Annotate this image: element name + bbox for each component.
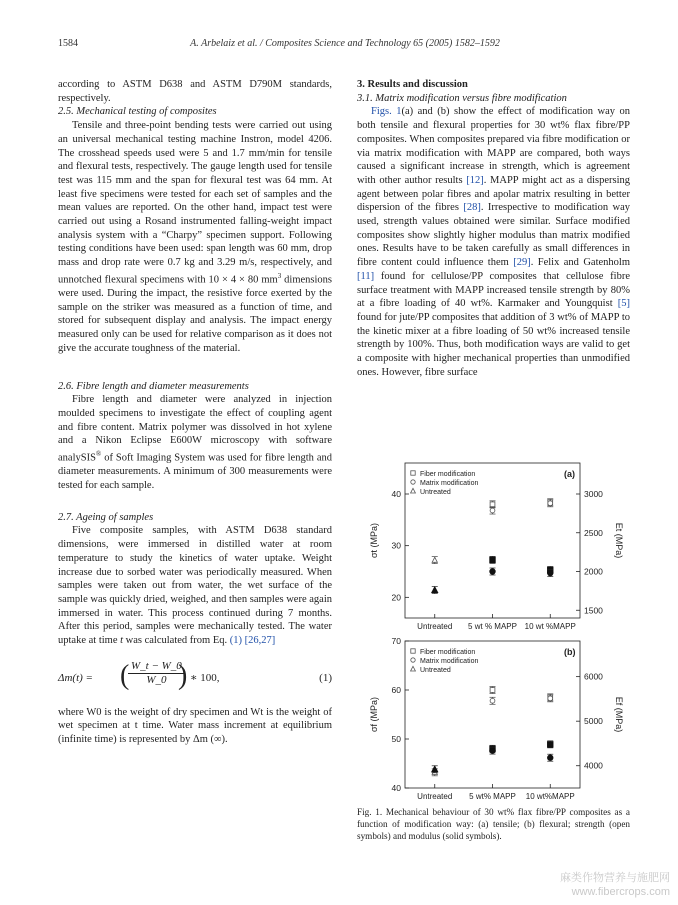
- refs-26-27-link[interactable]: [26,27]: [244, 635, 276, 647]
- right-column: [357, 78, 630, 379]
- p1-text-f: found for jute/PP composites that addition of 3 wt% of MAPP to the kinetic mixer at a fibre loading of 50 wt% increased tensile strength by 100%. Thus, both modification ways are valid to get a composite with higher mechanical properties than unmodified ones. However, fibre surface: [357, 311, 630, 378]
- watermark-line-1: 麻类作物营养与施肥网: [560, 872, 670, 884]
- legend-marker: [411, 471, 415, 475]
- modulus-point: [547, 742, 553, 748]
- modulus-point: [547, 755, 553, 761]
- left-column: [58, 78, 332, 747]
- s27-text-b: was calculated from Eq.: [123, 635, 230, 647]
- eq-number: (1): [319, 671, 332, 684]
- eq-rhs: ∗ 100,: [190, 671, 220, 684]
- y-axis-label-left: σf (MPa): [369, 696, 379, 733]
- s25-superscript: 3: [277, 271, 282, 280]
- x-tick-label: 10 wt%MAPP: [525, 792, 575, 800]
- section-2-5-paragraph: [58, 119, 332, 355]
- legend-marker: [411, 488, 416, 493]
- legend-entry: Matrix modification: [420, 480, 479, 487]
- section-3-1-paragraph: [357, 105, 630, 379]
- strength-point: [548, 501, 553, 506]
- watermark-line-2: www.fibercrops.com: [571, 886, 670, 898]
- intro-paragraph: according to ASTM D638 and ASTM D790M standards, respectively.: [58, 79, 332, 104]
- ref-11-link[interactable]: [11]: [357, 270, 375, 282]
- section-2-6-paragraph: [58, 393, 332, 492]
- section-3-1-heading: 3.1. Matrix modification versus fibre modification: [357, 92, 567, 104]
- running-title: A. Arbelaiz et al. / Composites Science and Technology 65 (2005) 1582–1592: [190, 38, 500, 49]
- left-tick-label: 40: [391, 783, 401, 793]
- legend-entry: Untreated: [420, 667, 451, 674]
- eq-fraction: [128, 660, 185, 688]
- right-tick-label: 2500: [584, 527, 603, 538]
- x-tick-label: 5 wt % MAPP: [468, 622, 517, 631]
- right-tick-label: 1500: [584, 605, 603, 616]
- y-axis-label-right: Et (MPa): [614, 522, 624, 559]
- legend-entry: Fiber modification: [420, 471, 476, 478]
- p1-text-b: . MAPP might act as a dispersing agent between polar fibres and apolar matrix resulting in better dispersion of the fibres: [357, 174, 630, 214]
- modulus-point: [490, 569, 496, 575]
- ref-5-link[interactable]: [5]: [617, 298, 630, 310]
- section-2-7-heading: 2.7. Ageing of samples: [58, 511, 154, 523]
- p1-text-c: . Irrespective to modification way used, strength values obtained were similar. Surface modified composites show slightly higher modulus than matrix modified ones. Results have to be taken carefully as small differences in fibre content could influence them: [357, 202, 630, 269]
- y-axis-label-right: Ef (MPa): [614, 696, 624, 733]
- left-tick-label: 70: [391, 636, 401, 646]
- equation-1: [58, 658, 332, 698]
- ref-29-link[interactable]: [29]: [513, 257, 531, 269]
- figure-1: [357, 455, 630, 800]
- watermark: [560, 871, 670, 899]
- s25-text-a: Tensile and three-point bending tests were carried out using an universal mechanical testing machine Instron, model 4206. The crosshead speeds used were 5 and 1.7 mm/min for tensile and flexural tests, respectively. The gauge length used for tensile test was 115 mm and the span for flexural test was 64 mm. At least five specimens were tested for each set of samples and the mean values are reported. On the other hand, impact test were carried out using a Rosand instrumented falling-weight impact analysis system with a “Charpy” specimen support. Following testing conditions have been used: span length was 60 mm, drop mass and drop rate were 0.7 kg and 3.29 m/s, respectively, and unnotched flexural specimens with 10 × 4 × 80 mm: [58, 120, 332, 286]
- x-tick-label: Untreated: [417, 622, 453, 631]
- legend-marker: [411, 649, 415, 653]
- p1-text-e: found for cellulose/PP composites that cellulose fibre surface treatment with MAPP increased tensile strength by 80% at a fibre loading of 40 wt%. Karmaker and Youngquist: [357, 270, 630, 310]
- right-tick-label: 6000: [584, 671, 603, 682]
- eq-numerator: W_t − W_0: [128, 660, 185, 675]
- modulus-point: [490, 557, 496, 563]
- legend-entry: Matrix modification: [420, 658, 479, 665]
- figure-1-caption: Fig. 1. Mechanical behaviour of 30 wt% flax fibre/PP composites as a function of modification way: (a) tensile; (b) flexural; strength (open symbols) and modulus (solid symbols).: [357, 807, 630, 841]
- legend-entry: Untreated: [420, 489, 451, 496]
- strength-point: [490, 698, 495, 703]
- strength-point: [490, 502, 495, 507]
- strength-point: [490, 688, 495, 693]
- eq-right-paren: ): [178, 659, 188, 691]
- modulus-point: [432, 587, 438, 593]
- p1-text-a: (a) and (b) show the effect of modification way on both tensile and flexural properties for 30 wt% flax fibre/PP composites. When composites prepared via fibre modification or via matrix modification with MAPP are compared, both ways caused a significant increase in strength, which is agreement with other author results: [357, 106, 631, 186]
- s25-text-b: dimensions were used. During the impact, the resistive force exerted by the sample on the striker was measured as a function of time, and stored for subsequent display and analysis. The impact energy measured only can be used for relative comparison as it does not give the accurate toughness of the material.: [58, 274, 332, 354]
- page-number: 1584: [58, 38, 78, 49]
- panel-label: (b): [564, 647, 576, 657]
- s26-registered: ®: [95, 450, 102, 459]
- section-3-heading: 3. Results and discussion: [357, 79, 468, 90]
- eq-denominator: W_0: [146, 674, 167, 687]
- section-2-5-heading: 2.5. Mechanical testing of composites: [58, 106, 217, 118]
- x-tick-label: 10 wt %MAPP: [524, 622, 576, 631]
- legend-marker: [411, 666, 416, 671]
- chart-panel-b: [369, 636, 624, 800]
- left-tick-label: 20: [391, 592, 401, 603]
- legend-marker: [411, 658, 415, 662]
- panel-label: (a): [564, 469, 575, 479]
- x-tick-label: 5 wt% MAPP: [469, 792, 516, 800]
- strength-point: [432, 557, 437, 562]
- s26-text-a: Fibre length and diameter were analyzed in injection moulded specimens to investigate the effect of coupling agent and fibre content. Matrix polymer was dissolved in hot xylene and a Nikon Eclipse E600W microscopy with software analySIS: [58, 394, 332, 464]
- left-tick-label: 50: [391, 734, 401, 744]
- strength-point: [548, 696, 553, 701]
- section-2-6-heading: 2.6. Fibre length and diameter measurements: [58, 380, 249, 392]
- modulus-point: [547, 570, 553, 576]
- x-tick-label: Untreated: [417, 792, 453, 800]
- modulus-point: [490, 748, 496, 754]
- chart-panel-a: [369, 463, 624, 631]
- eq-lhs: Δm(t) =: [58, 671, 93, 684]
- ref-12-link[interactable]: [12]: [466, 174, 484, 186]
- eq-left-paren: (: [120, 659, 130, 691]
- left-tick-label: 60: [391, 685, 401, 695]
- s26-text-b: of Soft Imaging System was used for fibre length and diameter measurements. A minimum of 300 measurements were tested for each sample.: [58, 452, 332, 491]
- s27-text-a: Five composite samples, with ASTM D638 standard dimensions, were immersed in distilled water at room temperature to study the kinetics of water uptake. Weight increase due to sorbed water was periodically measured. When samples were taken out from water, the wet surface of the sample was quickly dried, weighed, and then samples were again immersed in water. This process continued during 7 months. After this period, samples were mechanically tested. The water uptake at time: [58, 525, 332, 647]
- ref-28-link[interactable]: [28]: [463, 202, 481, 214]
- section-2-7-paragraph: [58, 524, 332, 647]
- left-tick-label: 30: [391, 540, 401, 551]
- right-tick-label: 4000: [584, 760, 603, 771]
- y-axis-label-left: σt (MPa): [369, 522, 379, 559]
- figure-1-svg: [357, 455, 630, 800]
- legend-marker: [411, 480, 415, 484]
- strength-point: [490, 508, 495, 513]
- left-tick-label: 40: [391, 489, 401, 499]
- eq-1-link[interactable]: (1): [229, 635, 242, 647]
- s27-t-variable: t: [120, 635, 124, 647]
- p1-text-d: . Felix and Gatenholm: [530, 257, 630, 269]
- right-tick-label: 3000: [584, 489, 603, 499]
- right-tick-label: 2000: [584, 566, 603, 577]
- right-tick-label: 5000: [584, 716, 603, 727]
- legend-entry: Fiber modification: [420, 649, 476, 656]
- fig-1-link[interactable]: Figs. 1: [371, 106, 402, 118]
- after-equation-paragraph: where W0 is the weight of dry specimen and Wt is the weight of wet specimen at t time. Water mass increment at equilibrium (infinite time) is represented by Δm (∞).: [58, 706, 332, 746]
